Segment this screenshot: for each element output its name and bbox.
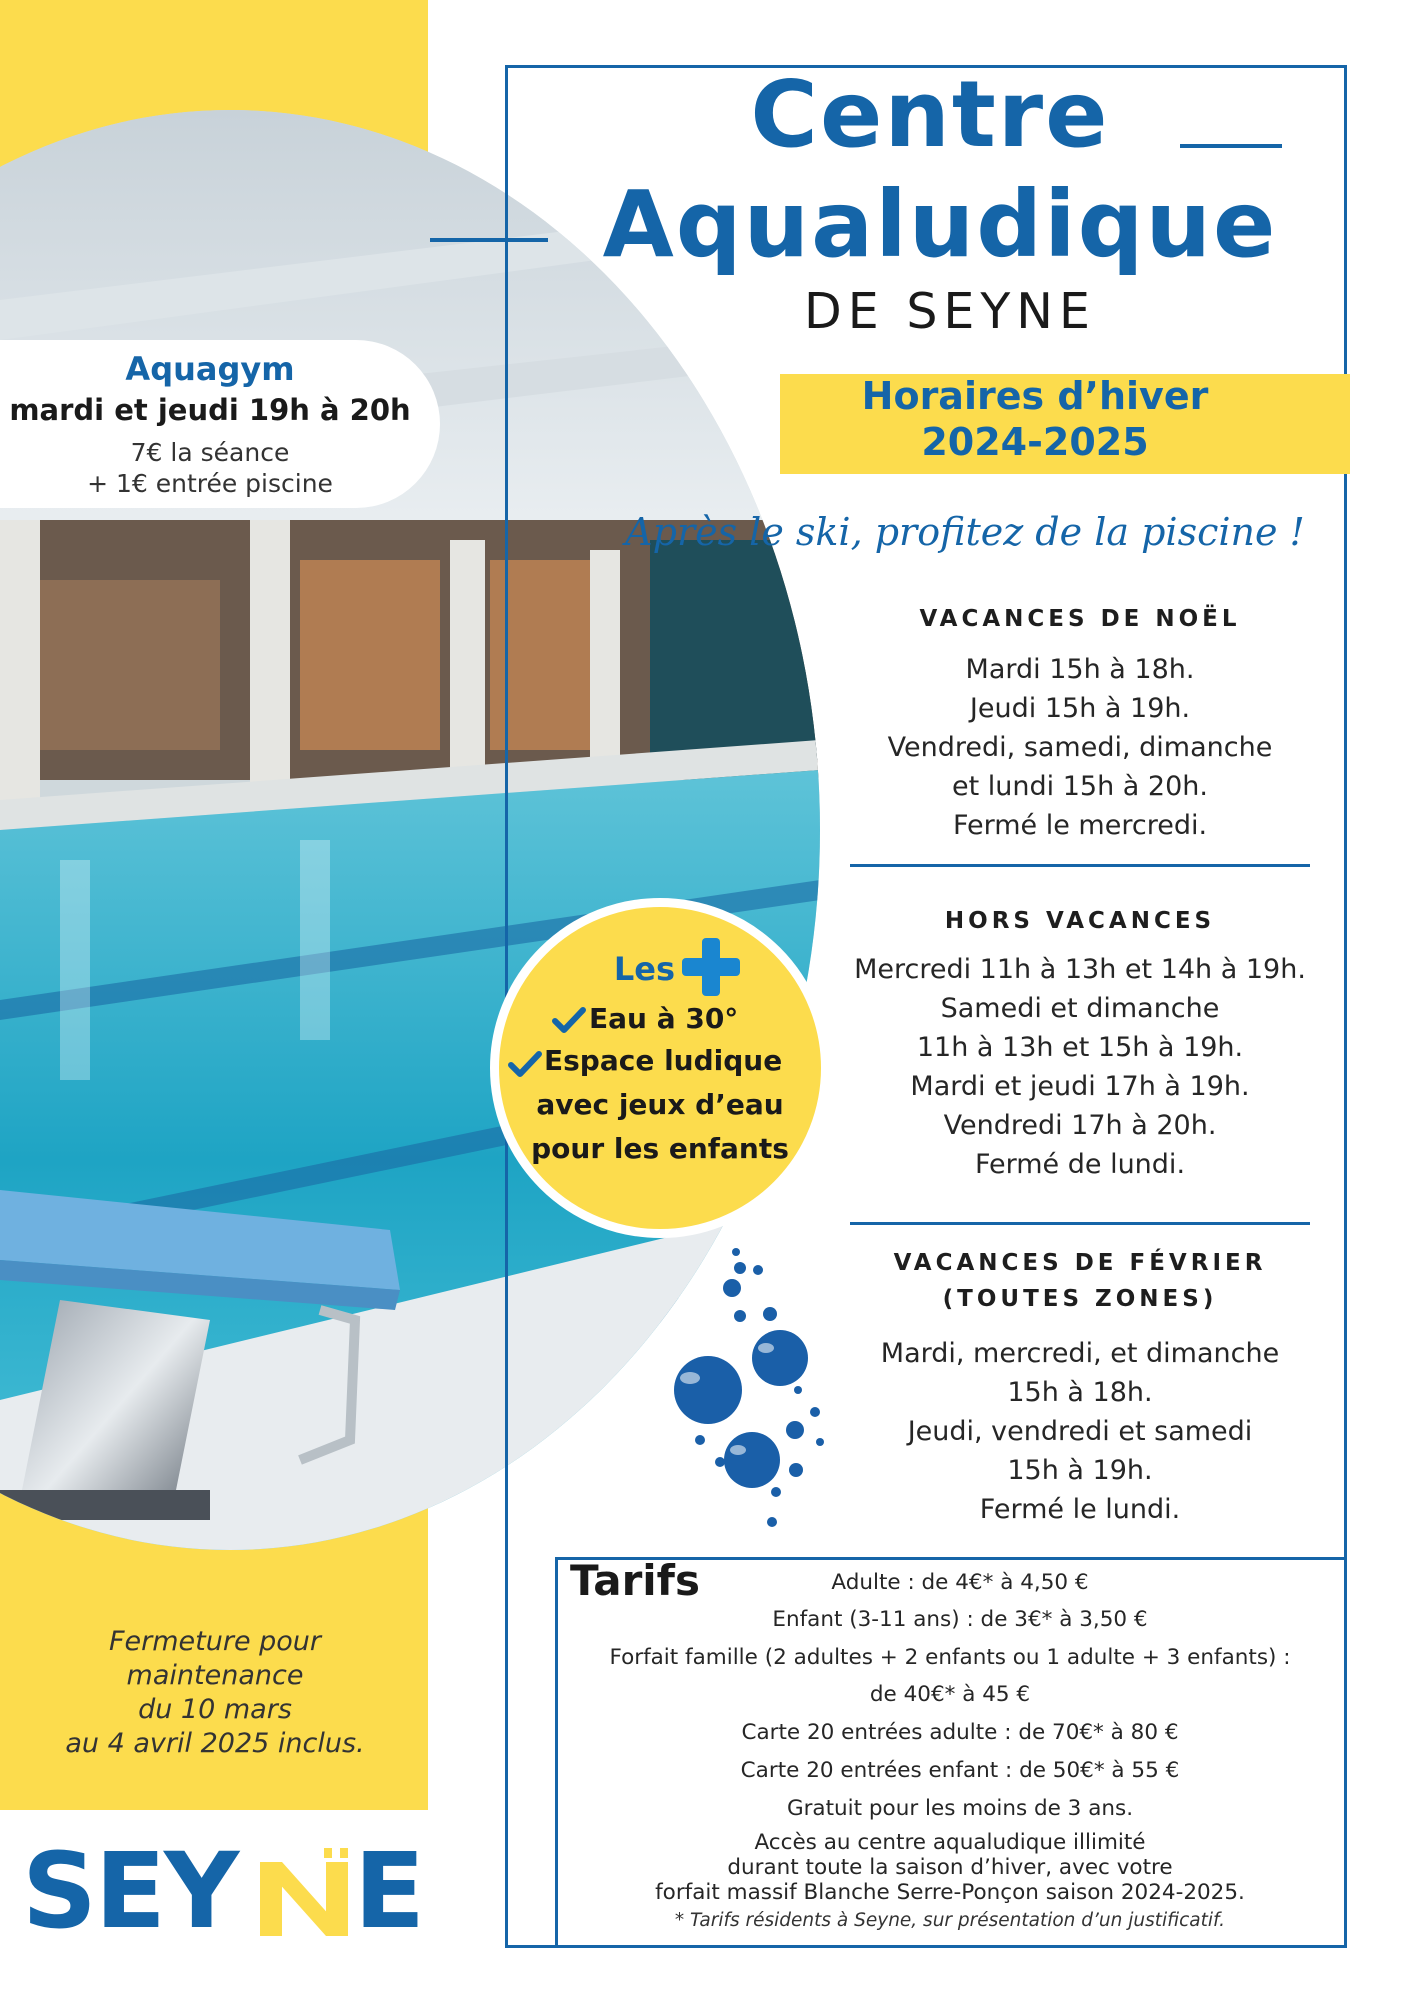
section-heading-fevrier: VACANCES DE FÉVRIER: [893, 1250, 1267, 1276]
title-dash-right: [1180, 144, 1282, 148]
aquagym-price: 7€ la séance: [130, 438, 290, 467]
tagline: Après le ski, profitez de la piscine !: [625, 510, 1305, 554]
schedule-line: Samedi et dimanche: [940, 993, 1220, 1024]
fevrier-schedule: [845, 1334, 1315, 1529]
page-title-line1: Centre: [750, 61, 1110, 168]
checkmark-icon: [552, 1006, 586, 1034]
logo-text-left: SEY: [22, 1830, 238, 1952]
title-dash-left: [430, 238, 548, 242]
bonus-item-play-area: Espace ludique: [544, 1044, 783, 1077]
access-line: forfait massif Blanche Serre-Ponçon saison 2024-2025.: [655, 1880, 1245, 1905]
schedule-line: Vendredi, samedi, dimanche: [887, 732, 1273, 763]
page-title-line2: Aqualudique: [602, 171, 1278, 278]
schedule-line: Jeudi 15h à 19h.: [969, 693, 1191, 724]
maintenance-line: au 4 avril 2025 inclus.: [65, 1728, 365, 1759]
schedule-line: Mercredi 11h à 13h et 14h à 19h.: [854, 954, 1306, 985]
tarif-line: Carte 20 entrées enfant : de 50€* à 55 €: [740, 1758, 1180, 1783]
tarif-line: Enfant (3-11 ans) : de 3€* à 3,50 €: [772, 1607, 1148, 1632]
schedule-line: et lundi 15h à 20h.: [952, 771, 1208, 802]
schedule-line: 15h à 19h.: [1007, 1455, 1153, 1486]
schedule-line: 11h à 13h et 15h à 19h.: [916, 1032, 1244, 1063]
tarifs-footnote: * Tarifs résidents à Seyne, sur présentation d’un justificatif.: [674, 1910, 1226, 1931]
access-line: durant toute la saison d’hiver, avec votre: [727, 1855, 1173, 1880]
schedule-line: Vendredi 17h à 20h.: [943, 1110, 1217, 1141]
schedule-line: Mardi et jeudi 17h à 19h.: [910, 1071, 1250, 1102]
aquagym-entry-price: + 1€ entrée piscine: [87, 469, 333, 498]
maintenance-line: Fermeture pour: [108, 1626, 322, 1657]
maintenance-line: maintenance: [126, 1660, 304, 1691]
tarif-line: de 40€* à 45 €: [869, 1682, 1031, 1707]
tarif-line: Forfait famille (2 adultes + 2 enfants ou 1 adulte + 3 enfants) :: [609, 1645, 1291, 1670]
maintenance-line: du 10 mars: [138, 1694, 292, 1725]
logo-n-mark-icon: [260, 1848, 352, 1936]
page-subtitle: DE SEYNE: [804, 283, 1096, 340]
season-label: Horaires d’hiver: [861, 374, 1209, 418]
schedule-line: 15h à 18h.: [1007, 1377, 1153, 1408]
schedule-line: Jeudi, vendredi et samedi: [907, 1416, 1253, 1447]
season-years: 2024-2025: [921, 420, 1149, 464]
maintenance-notice: [30, 1625, 400, 1761]
tarif-line: Gratuit pour les moins de 3 ans.: [786, 1796, 1134, 1821]
section-heading-hors-vacances: HORS VACANCES: [944, 908, 1216, 934]
aquagym-title: Aquagym: [125, 350, 295, 388]
bonus-item-water-games: avec jeux d’eau: [536, 1088, 784, 1121]
section-divider: [850, 864, 1310, 867]
section-divider: [850, 1222, 1310, 1225]
noel-schedule: [845, 650, 1315, 845]
schedule-line: Fermé le mercredi.: [952, 810, 1208, 841]
tarifs-title: Tarifs: [570, 1556, 700, 1605]
schedule-line: Fermé de lundi.: [974, 1149, 1186, 1180]
schedule-line: Mardi 15h à 18h.: [965, 654, 1195, 685]
section-heading-fevrier-zones: (TOUTES ZONES): [942, 1286, 1218, 1312]
section-heading-noel: VACANCES DE NOËL: [919, 606, 1241, 632]
access-note: [560, 1830, 1340, 1905]
bubbles-icon: [660, 1230, 840, 1540]
bonus-item-children: pour les enfants: [531, 1132, 789, 1165]
hors-vacances-schedule: [845, 950, 1315, 1184]
plus-icon: [680, 936, 742, 998]
access-line: Accès au centre aqualudique illimité: [754, 1830, 1146, 1855]
schedule-line: Mardi, mercredi, et dimanche: [880, 1338, 1280, 1369]
schedule-line: Fermé le lundi.: [979, 1494, 1181, 1525]
logo-text-right: E: [354, 1830, 426, 1952]
aquagym-schedule: mardi et jeudi 19h à 20h: [9, 393, 411, 427]
checkmark-icon: [508, 1050, 542, 1078]
tarif-line: Adulte : de 4€* à 4,50 €: [831, 1570, 1089, 1595]
tarif-line: Carte 20 entrées adulte : de 70€* à 80 €: [741, 1720, 1179, 1745]
bonus-item-water: Eau à 30°: [589, 1002, 739, 1035]
seyne-logo: [22, 1830, 432, 1952]
bonus-label: Les: [613, 950, 675, 988]
